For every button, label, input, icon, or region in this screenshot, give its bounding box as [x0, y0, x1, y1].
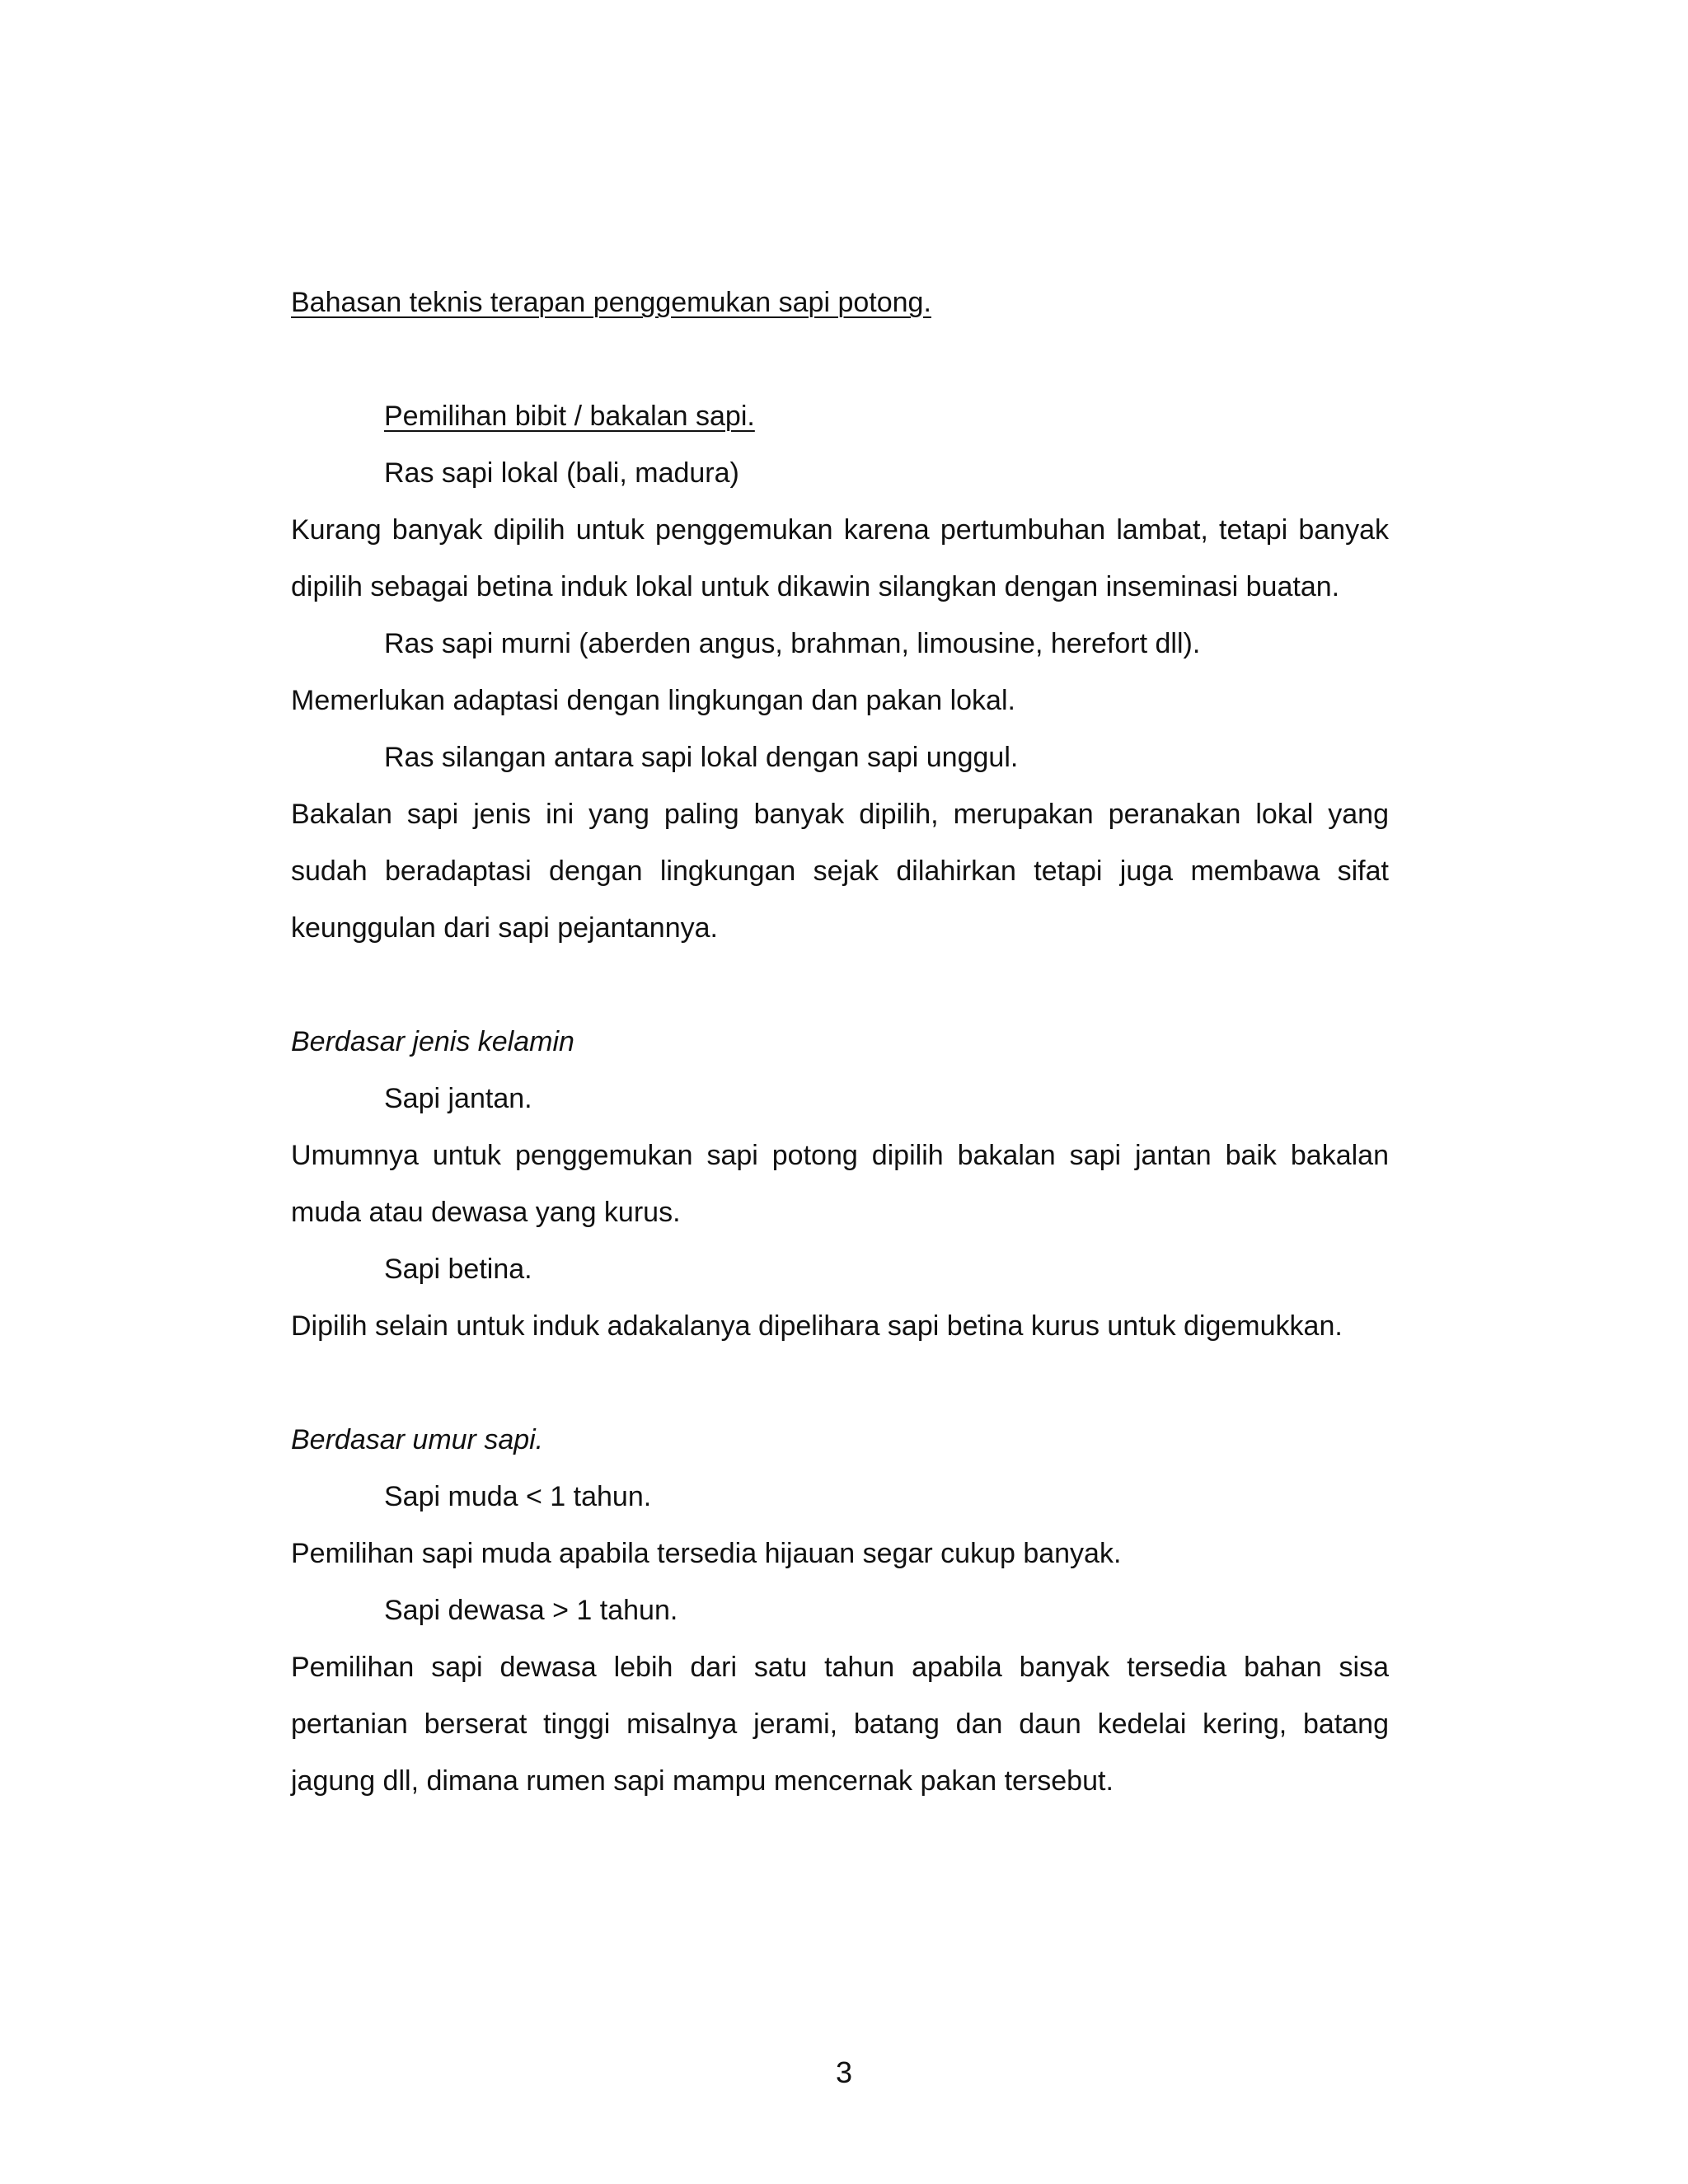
- spacer: [291, 331, 1389, 388]
- section2-heading: Berdasar jenis kelamin: [291, 1026, 574, 1057]
- section2-item1-text-line1: Umumnya untuk penggemukan sapi potong dipilih bakalan sapi jantan baik bakalan: [291, 1140, 1389, 1171]
- section1-item1-label: Ras sapi lokal (bali, madura): [384, 457, 739, 489]
- section1-item3-text-line3: keunggulan dari sapi pejantannya.: [291, 912, 718, 944]
- spacer: [291, 957, 1389, 1014]
- section3-item1-label: Sapi muda < 1 tahun.: [384, 1481, 652, 1512]
- section1-heading: [291, 388, 1389, 445]
- section1-item1-text-line1: Kurang banyak dipilih untuk penggemukan karena pertumbuhan lambat, tetapi banyak: [291, 514, 1389, 546]
- section3-item2-label: Sapi dewasa > 1 tahun.: [384, 1595, 678, 1626]
- document-title-text: Bahasan teknis terapan penggemukan sapi potong.: [291, 287, 931, 318]
- page-content: [291, 274, 1389, 1810]
- section3-item2-text-line3: jagung dll, dimana rumen sapi mampu mencernak pakan tersebut.: [291, 1765, 1114, 1797]
- section2-item1-text-line2: muda atau dewasa yang kurus.: [291, 1197, 681, 1228]
- section2-item2-label: Sapi betina.: [384, 1254, 532, 1285]
- section1-item2-label: Ras sapi murni (aberden angus, brahman, limousine, herefort dll).: [384, 628, 1201, 659]
- section1-item1-text-line2: dipilih sebagai betina induk lokal untuk dikawin silangkan dengan inseminasi buatan.: [291, 571, 1340, 602]
- section2-item2-text: Dipilih selain untuk induk adakalanya dipelihara sapi betina kurus untuk digemukkan.: [291, 1310, 1343, 1342]
- section3-item2-text-line1: Pemilihan sapi dewasa lebih dari satu tahun apabila banyak tersedia bahan sisa: [291, 1652, 1389, 1683]
- section1-heading-text: Pemilihan bibit / bakalan sapi.: [384, 401, 755, 432]
- section3-item1-text: Pemilihan sapi muda apabila tersedia hijauan segar cukup banyak.: [291, 1538, 1122, 1569]
- section2-item1-label: Sapi jantan.: [384, 1083, 532, 1114]
- page-number: 3: [835, 2055, 853, 2089]
- section1-item3-text-line2: sudah beradaptasi dengan lingkungan sejak dilahirkan tetapi juga membawa sifat: [291, 855, 1389, 887]
- spacer: [291, 1355, 1389, 1412]
- section3-heading: Berdasar umur sapi.: [291, 1424, 544, 1455]
- section1-item3-text-line1: Bakalan sapi jenis ini yang paling banyak dipilih, merupakan peranakan lokal yang: [291, 799, 1389, 830]
- section1-item3-label: Ras silangan antara sapi lokal dengan sapi unggul.: [384, 742, 1019, 773]
- document-title: [291, 274, 1389, 331]
- section1-item2-text: Memerlukan adaptasi dengan lingkungan dan pakan lokal.: [291, 685, 1015, 716]
- section3-item2-text-line2: pertanian berserat tinggi misalnya jerami, batang dan daun kedelai kering, batang: [291, 1708, 1389, 1740]
